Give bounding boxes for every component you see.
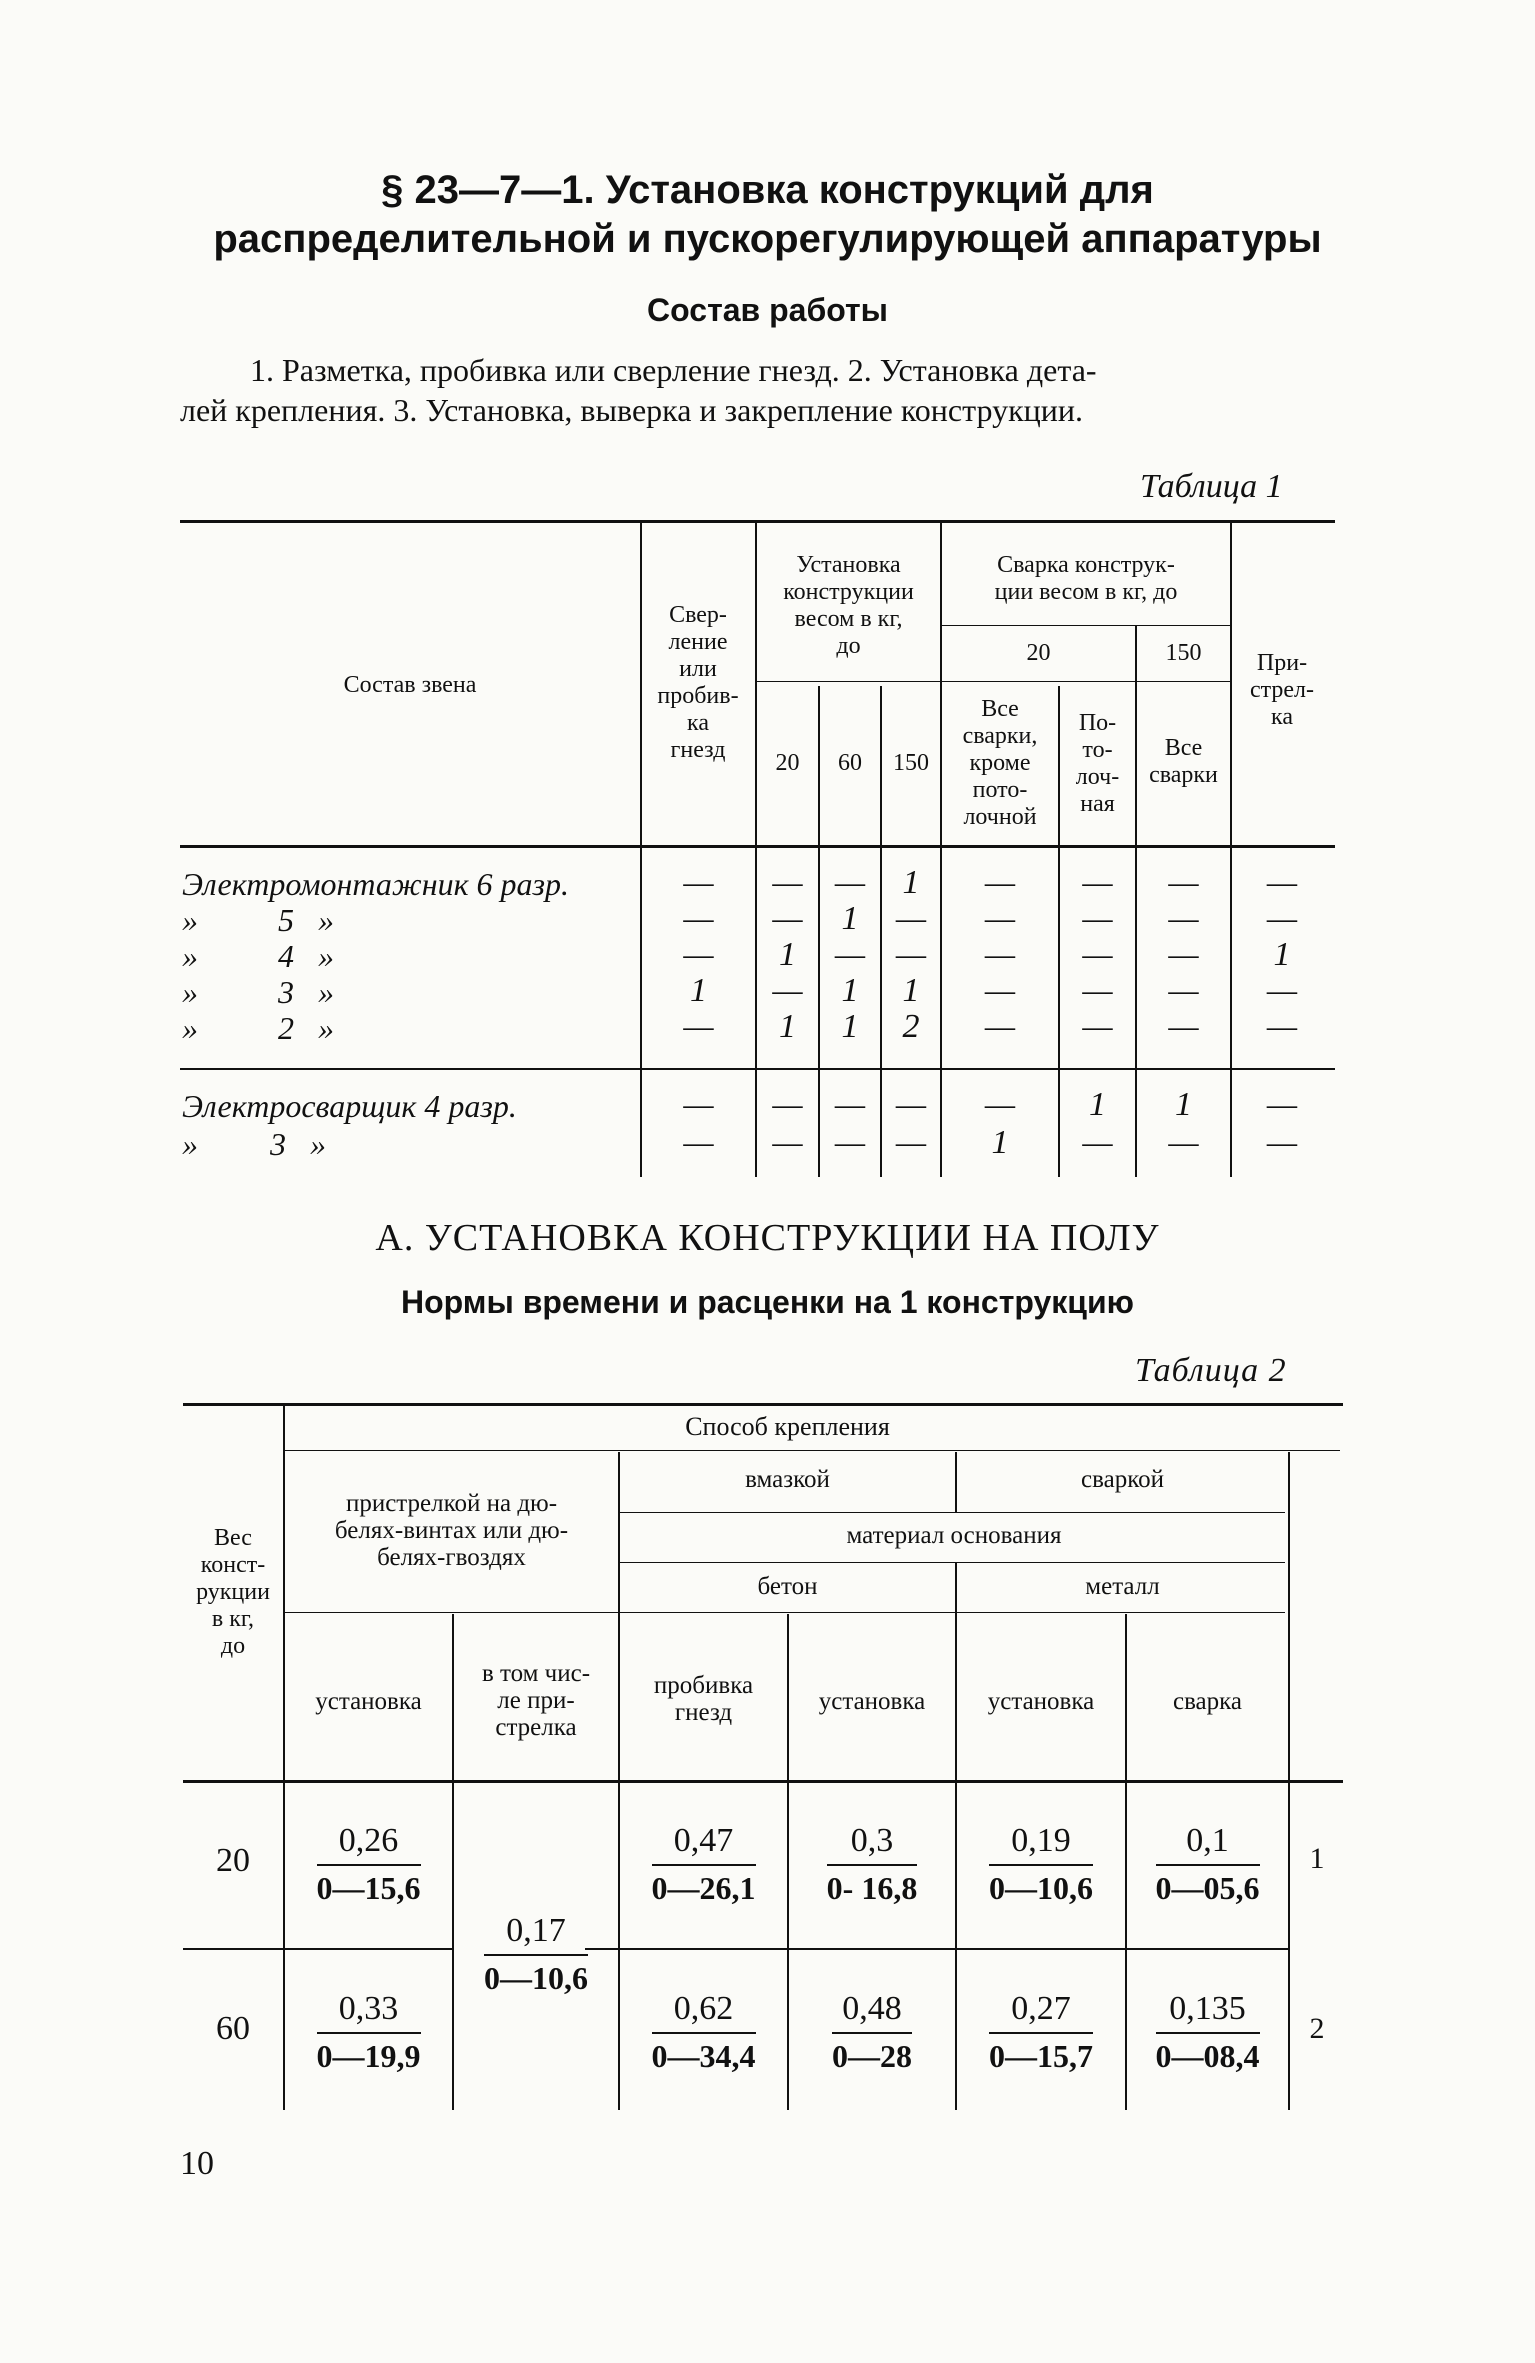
t1-cell: 2 xyxy=(902,1008,920,1045)
t2-cell-install-concrete: $\frac{0,3}{0- 16,8}$ xyxy=(826,1822,918,1906)
t2-cell-install-metal: $\frac{0,19}{0—10,6}$ xyxy=(989,1822,1093,1906)
t1-cell: — xyxy=(1266,900,1298,937)
t2-cell-install-metal: $\frac{0,27}{0—15,7}$ xyxy=(989,1990,1093,2074)
t1-cell: — xyxy=(1266,1086,1298,1123)
t2-cell-shared-shoot: $\frac{0,17}{0—10,6}$ xyxy=(484,1912,588,1996)
t1-cell: 1 xyxy=(1175,1086,1192,1123)
table2-label: Таблица 2 xyxy=(1135,1352,1287,1389)
t1-cell: — xyxy=(1082,1124,1113,1161)
t1-header-weld-all-except: Все сварки, кроме пото- лочной xyxy=(962,696,1038,830)
t1-cell: — xyxy=(895,1124,927,1161)
work-heading: Состав работы xyxy=(647,292,888,328)
t1-row-name: » 3 » xyxy=(182,974,334,1010)
t1-cell: 1 xyxy=(1273,936,1291,973)
t2-header-install: установка xyxy=(315,1688,422,1715)
work-line2: лей крепления. 3. Установка, выверка и закрепление конструкции. xyxy=(180,392,1083,428)
t1-cell: — xyxy=(683,1124,714,1161)
t2-header-weld: сварка xyxy=(1172,1688,1243,1715)
t2-header-install-concrete: установка xyxy=(818,1688,926,1715)
t2-row-weight: 60 xyxy=(216,2010,250,2047)
t1-cell: — xyxy=(895,900,927,937)
t1-cell: — xyxy=(984,972,1016,1009)
t1-cell: — xyxy=(683,1086,714,1123)
t1-header-install-150: 150 xyxy=(893,750,929,776)
t1-cell: 1 xyxy=(841,1008,859,1045)
t2-header-weight: Вес конст- рукции в кг, до xyxy=(196,1525,270,1659)
t2-cell-install-concrete: $\frac{0,48}{0—28}$ xyxy=(832,1990,912,2074)
t1-cell: — xyxy=(1082,972,1113,1009)
subsection-title: А. УСТАНОВКА КОНСТРУКЦИИ НА ПОЛУ xyxy=(375,1217,1160,1259)
t1-cell: — xyxy=(772,1124,803,1161)
t1-cell: — xyxy=(772,1086,803,1123)
t1-cell: — xyxy=(1266,1008,1298,1045)
t2-header-metal: металл xyxy=(1085,1573,1160,1600)
t1-cell: 1 xyxy=(779,936,796,973)
t1-header-install-60: 60 xyxy=(838,750,862,776)
t2-header-welding: сваркой xyxy=(1081,1466,1164,1493)
t1-cell: — xyxy=(984,900,1016,937)
t1-cell: — xyxy=(1168,936,1199,973)
t1-cell: — xyxy=(984,864,1016,901)
t1-cell: — xyxy=(1168,1008,1199,1045)
t1-cell: — xyxy=(895,1086,927,1123)
work-description xyxy=(180,350,1340,430)
work-line1: 1. Разметка, пробивка или сверление гнезд. 2. Установка дета- xyxy=(250,352,1097,388)
t1-header-drill: Свер- ление или пробив- ка гнезд xyxy=(657,602,739,763)
t1-cell: — xyxy=(1168,972,1199,1009)
t1-row-name: » 3 » xyxy=(182,1126,326,1162)
t1-cell: — xyxy=(1082,864,1113,901)
t2-header-punch: пробивка гнезд xyxy=(653,1672,754,1726)
t1-cell: — xyxy=(984,936,1016,973)
t1-cell: — xyxy=(1082,900,1113,937)
t1-cell: 1 xyxy=(902,972,920,1009)
t1-cell: — xyxy=(683,900,714,937)
t1-row-name: Электромонтажник 6 разр. xyxy=(182,866,570,902)
t1-cell: 1 xyxy=(991,1124,1009,1161)
t1-row-name: » 4 » xyxy=(182,938,334,974)
t1-cell: — xyxy=(834,1086,866,1123)
t2-cell-install: $\frac{0,26}{0—15,6}$ xyxy=(316,1822,421,1906)
t1-header-weld-20: 20 xyxy=(1026,640,1051,666)
t1-header-install-20: 20 xyxy=(775,750,800,776)
t1-cell: — xyxy=(772,972,803,1009)
t1-header-shoot: При- стрел- ка xyxy=(1249,650,1315,730)
t1-cell: 1 xyxy=(841,900,859,937)
t2-header-concrete: бетон xyxy=(757,1573,818,1600)
t2-header-mortar: вмазкой xyxy=(745,1466,830,1493)
t1-cell: — xyxy=(1082,1008,1113,1045)
t1-header-weld-ceiling: По- то- лоч- ная xyxy=(1075,710,1120,817)
t1-cell: 1 xyxy=(841,972,859,1009)
t2-row-number: 2 xyxy=(1309,2012,1325,2045)
t2-cell-punch: $\frac{0,47}{0—26,1}$ xyxy=(651,1822,756,1906)
t2-cell-weld: $\frac{0,1}{0—05,6}$ xyxy=(1155,1822,1260,1906)
t2-row-weight: 20 xyxy=(216,1842,250,1879)
t2-cell-punch: $\frac{0,62}{0—34,4}$ xyxy=(651,1990,756,2074)
t1-cell: 1 xyxy=(1089,1086,1106,1123)
section-title-line2: распределительной и пускорегулирующей аппаратуры xyxy=(213,217,1322,261)
t1-header-weld: Сварка конструк- ции весом в кг, до xyxy=(994,552,1178,605)
t1-cell: 1 xyxy=(779,1008,796,1045)
t1-cell: — xyxy=(1266,972,1298,1009)
t1-row-name: Электросварщик 4 разр. xyxy=(182,1088,517,1124)
section-title-line1: § 23—7—1. Установка конструкций для xyxy=(381,168,1154,212)
t1-cell: — xyxy=(834,1124,866,1161)
t1-cell: — xyxy=(1082,936,1113,973)
t1-cell: — xyxy=(984,1008,1016,1045)
t1-cell: 1 xyxy=(690,972,707,1009)
section-title xyxy=(0,168,1535,262)
t1-header-weld-150: 150 xyxy=(1165,640,1202,666)
t1-header-weld-all: Все сварки xyxy=(1149,735,1218,788)
t2-header-install-metal: установка xyxy=(987,1688,1095,1715)
t1-cell: — xyxy=(834,936,866,973)
t1-cell: — xyxy=(772,864,803,901)
t2-header-base-material: материал основания xyxy=(846,1522,1062,1549)
t1-cell: — xyxy=(1266,864,1298,901)
subsection-subtitle: Нормы времени и расценки на 1 конструкцию xyxy=(401,1284,1134,1320)
t1-cell: — xyxy=(984,1086,1016,1123)
t1-cell: — xyxy=(683,864,714,901)
t2-cell-install: $\frac{0,33}{0—19,9}$ xyxy=(316,1990,421,2074)
t2-header-shoot-dowel: пристрелкой на дю- белях-винтах или дю- белях-гвоздях xyxy=(334,1490,569,1571)
t1-cell: — xyxy=(895,936,927,973)
t1-cell: — xyxy=(834,864,866,901)
page-number: 10 xyxy=(180,2145,214,2182)
t1-cell: — xyxy=(1168,864,1199,901)
t1-header-crew: Состав звена xyxy=(343,672,477,698)
t1-cell: 1 xyxy=(902,864,920,901)
t2-header-method: Способ крепления xyxy=(685,1412,890,1441)
t1-row-name: » 5 » xyxy=(182,902,334,938)
t1-row-name: » 2 » xyxy=(182,1010,334,1046)
t2-cell-weld: $\frac{0,135}{0—08,4}$ xyxy=(1155,1990,1260,2074)
t1-cell: — xyxy=(1168,1124,1199,1161)
t2-header-incl-shoot: в том чис- ле при- стрелка xyxy=(481,1660,591,1741)
t2-row-number: 1 xyxy=(1309,1842,1325,1875)
t1-cell: — xyxy=(683,1008,714,1045)
t1-header-install: Установка конструкции весом в кг, до xyxy=(783,552,914,659)
t1-cell: — xyxy=(1168,900,1199,937)
table1-label: Таблица 1 xyxy=(1140,468,1283,505)
t1-cell: — xyxy=(772,900,803,937)
t1-cell: — xyxy=(1266,1124,1298,1161)
t1-cell: — xyxy=(683,936,714,973)
